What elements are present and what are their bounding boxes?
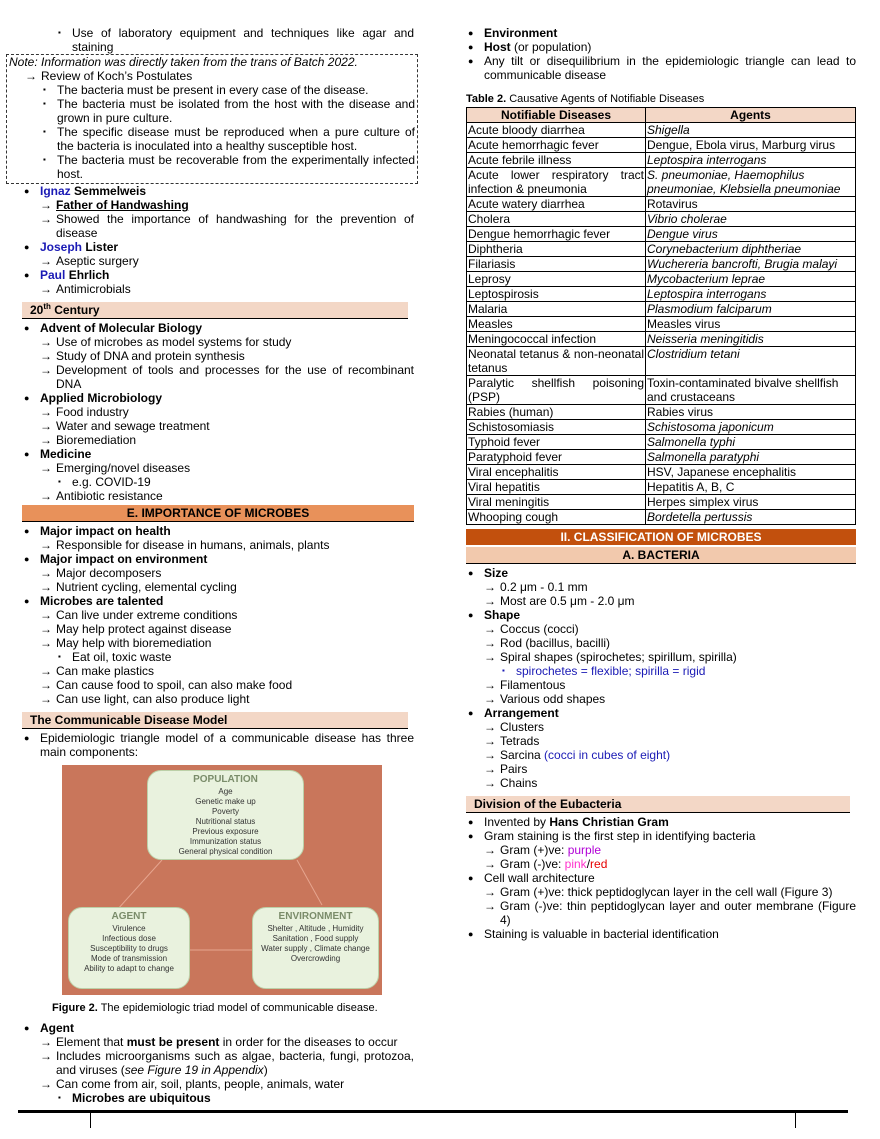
table-row — [467, 405, 856, 420]
disease-cell: Meningococcal infection — [467, 332, 646, 347]
agent-cell: Plasmodium falciparum — [646, 302, 856, 317]
list-item: → Showed the importance of handwashing for the prevention of disease — [40, 212, 414, 240]
column-header: Notifiable Diseases — [467, 108, 646, 123]
list-item: → Gram (-)ve: pink/red — [484, 857, 608, 871]
table-row — [467, 197, 856, 212]
disease-cell: Neonatal tetanus & non-neonatal tetanus — [468, 347, 644, 375]
disease-cell: Leptospirosis — [467, 287, 646, 302]
disease-cell: Typhoid fever — [467, 435, 646, 450]
list-item: ● Major impact on environment — [22, 552, 414, 566]
table-row — [467, 332, 856, 347]
table-row — [467, 302, 856, 317]
list-item: ● Cell wall architecture — [466, 871, 856, 885]
list-item: → Filamentous — [484, 678, 566, 692]
list-item: → Nutrient cycling, elemental cycling — [40, 580, 237, 594]
disease-cell: Schistosomiasis — [467, 420, 646, 435]
disease-cell: Acute hemorrhagic fever — [467, 138, 646, 153]
table-row — [467, 123, 856, 138]
section-header: II. CLASSIFICATION OF MICROBES — [466, 529, 856, 545]
agent-cell: Schistosoma japonicum — [646, 420, 856, 435]
section-header: 20th Century — [22, 302, 408, 319]
agent-cell: Clostridium tetani — [646, 347, 856, 376]
list-item: ● Shape — [466, 608, 856, 622]
disease-cell: Cholera — [467, 212, 646, 227]
list-item: ● Arrangement — [466, 706, 856, 720]
list-item: → Gram (+)ve: purple — [484, 843, 602, 857]
footer-divider — [90, 1110, 91, 1128]
list-item: → Water and sewage treatment — [40, 419, 210, 433]
list-item: ● Staining is valuable in bacterial identification — [466, 927, 856, 941]
agent-cell: Rotavirus — [646, 197, 856, 212]
agent-cell: Hepatitis A, B, C — [646, 480, 856, 495]
right-column — [466, 26, 856, 941]
list-item: ● Invented by Hans Christian Gram — [466, 815, 856, 829]
table-row — [467, 450, 856, 465]
disease-cell: Viral hepatitis — [467, 480, 646, 495]
list-item: → Tetrads — [484, 734, 540, 748]
agent-cell: S. pneumoniae, Haemophilus pneumoniae, Klebsiella pneumoniae — [646, 168, 856, 197]
column-header: Agents — [646, 108, 856, 123]
list-item: → Can cause food to spoil, can also make food — [40, 678, 293, 692]
section-header: A. BACTERIA — [466, 547, 856, 564]
list-item: → Can live under extreme conditions — [40, 608, 238, 622]
list-item: ● Gram staining is the first step in identifying bacteria — [466, 829, 856, 843]
table-row — [467, 138, 856, 153]
list-item: → Can make plastics — [40, 664, 155, 678]
list-item: → Rod (bacillus, bacilli) — [484, 636, 611, 650]
disease-cell: Viral meningitis — [467, 495, 646, 510]
table-row — [467, 480, 856, 495]
disease-cell: Leprosy — [467, 272, 646, 287]
table-row — [467, 257, 856, 272]
list-item: → Development of tools and processes for the use of recombinant DNA — [40, 363, 414, 391]
agent-cell: Rabies virus — [646, 405, 856, 420]
list-item: ● Major impact on health — [22, 524, 414, 538]
list-item: → Antibiotic resistance — [40, 489, 163, 503]
list-item: → May help protect against disease — [40, 622, 232, 636]
table-row — [467, 153, 856, 168]
table-row — [467, 420, 856, 435]
agent-cell: Shigella — [646, 123, 856, 138]
disease-cell: Paralytic shellfish poisoning (PSP) — [468, 376, 644, 404]
agent-cell: Herpes simplex virus — [646, 495, 856, 510]
population-box: POPULATION Age Genetic make up Poverty Nutritional status Previous exposure Immunization status General physical condition — [147, 770, 304, 860]
list-item: ● Host (or population) — [466, 40, 856, 54]
list-item: → Gram (+)ve: thick peptidoglycan layer in the cell wall (Figure 3) — [484, 885, 833, 899]
disease-cell: Malaria — [467, 302, 646, 317]
list-item: → Most are 0.5 μm - 2.0 μm — [484, 594, 635, 608]
footer-divider — [795, 1110, 796, 1128]
figure-caption: Figure 2. The epidemiologic triad model of communicable disease. — [52, 1002, 378, 1014]
agent-cell: Measles virus — [646, 317, 856, 332]
disease-cell: Paratyphoid fever — [467, 450, 646, 465]
list-item: → Use of microbes as model systems for study — [40, 335, 292, 349]
list-item: → Can come from air, soil, plants, people, animals, water — [40, 1077, 345, 1091]
environment-box: ENVIRONMENT Shelter , Altitude , Humidity Sanitation , Food supply Water supply , Climate change Overcrowding — [252, 907, 379, 989]
list-item: → Aseptic surgery — [40, 254, 139, 268]
list-item: ● Joseph Lister — [22, 240, 414, 254]
list-item: ▪ The specific disease must be reproduced when a pure culture of the bacteria is inoculated into a healthy susceptible host. — [43, 125, 415, 153]
list-item: → Food industry — [40, 405, 129, 419]
table-row — [467, 510, 856, 525]
epidemiologic-triad-figure — [62, 765, 382, 995]
list-item: → Can use light, can also produce light — [40, 692, 250, 706]
list-item: → Major decomposers — [40, 566, 162, 580]
table-row — [467, 317, 856, 332]
list-item: ● Medicine — [22, 447, 414, 461]
list-item: ● Any tilt or disequilibrium in the epidemiologic triangle can lead to communicable disease — [466, 54, 856, 82]
agent-cell: Leptospira interrogans — [646, 153, 856, 168]
list-item: ● Advent of Molecular Biology — [22, 321, 414, 335]
table-row — [467, 465, 856, 480]
table-row — [467, 212, 856, 227]
list-item: ▪ Microbes are ubiquitous — [58, 1091, 211, 1105]
agent-cell: HSV, Japanese encephalitis — [646, 465, 856, 480]
list-item: ● Epidemiologic triangle model of a communicable disease has three main components: — [22, 731, 414, 759]
list-item: → Responsible for disease in humans, animals, plants — [40, 538, 330, 552]
disease-cell: Acute febrile illness — [467, 153, 646, 168]
list-item: → Includes microorganisms such as algae, bacteria, fungi, protozoa, and viruses (see Figure 19 in Appendix) — [40, 1049, 414, 1077]
list-item: ▪ Use of laboratory equipment and techniques like agar and staining — [58, 26, 414, 54]
disease-cell: Whooping cough — [467, 510, 646, 525]
section-header: Division of the Eubacteria — [466, 796, 850, 813]
agent-cell: Salmonella typhi — [646, 435, 856, 450]
disease-cell: Filariasis — [467, 257, 646, 272]
agent-cell: Dengue virus — [646, 227, 856, 242]
list-item: ● Environment — [466, 26, 856, 40]
table-row — [467, 168, 856, 197]
agent-cell: Vibrio cholerae — [646, 212, 856, 227]
list-item: ● Agent — [22, 1021, 414, 1035]
disease-cell: Acute watery diarrhea — [467, 197, 646, 212]
note-title: Note: Information was directly taken from the trans of Batch 2022. — [9, 55, 358, 69]
list-item: ▪ The bacteria must be present in every case of the disease. — [43, 83, 369, 97]
list-item: → Gram (-)ve: thin peptidoglycan layer and outer membrane (Figure 4) — [484, 899, 856, 927]
list-item: → Emerging/novel diseases — [40, 461, 191, 475]
disease-cell: Dengue hemorrhagic fever — [467, 227, 646, 242]
table-row — [467, 495, 856, 510]
agent-cell: Toxin-contaminated bivalve shellfish and crustaceans — [646, 376, 856, 405]
table-row — [467, 227, 856, 242]
note-box — [6, 54, 418, 184]
list-item: → Chains — [484, 776, 538, 790]
table-row — [467, 347, 856, 376]
disease-cell: Viral encephalitis — [467, 465, 646, 480]
list-item: → Spiral shapes (spirochetes; spirillum, spirilla) — [484, 650, 737, 664]
notifiable-diseases-table — [466, 107, 856, 525]
disease-cell: Acute bloody diarrhea — [467, 123, 646, 138]
list-item: ▪ The bacteria must be isolated from the host with the disease and grown in pure culture. — [43, 97, 415, 125]
list-item: → 0.2 μm - 0.1 mm — [484, 580, 588, 594]
table-row — [467, 272, 856, 287]
agent-cell: Bordetella pertussis — [646, 510, 856, 525]
disease-cell: Measles — [467, 317, 646, 332]
list-item: → Pairs — [484, 762, 528, 776]
list-item: → Study of DNA and protein synthesis — [40, 349, 245, 363]
list-item: → Element that must be present in order for the diseases to occur — [40, 1035, 398, 1049]
table-row — [467, 435, 856, 450]
list-item: → Review of Koch’s Postulates — [25, 69, 193, 83]
list-item: ● Size — [466, 566, 856, 580]
disease-cell: Acute lower respiratory tract infection & pneumonia — [468, 168, 644, 196]
list-item: ● Microbes are talented — [22, 594, 414, 608]
list-item: → Bioremediation — [40, 433, 137, 447]
table-row — [467, 242, 856, 257]
agent-cell: Salmonella paratyphi — [646, 450, 856, 465]
agent-cell: Neisseria meningitidis — [646, 332, 856, 347]
agent-cell: Dengue, Ebola virus, Marburg virus — [646, 138, 856, 153]
left-column — [9, 26, 415, 1105]
list-item: → May help with bioremediation — [40, 636, 212, 650]
list-item: → Antimicrobials — [40, 282, 131, 296]
list-item: → Coccus (cocci) — [484, 622, 579, 636]
agent-cell: Leptospira interrogans — [646, 287, 856, 302]
list-item: ▪ The bacteria must be recoverable from the experimentally infected host. — [43, 153, 415, 181]
section-header: E. IMPORTANCE OF MICROBES — [22, 505, 414, 522]
table-header-row — [467, 108, 856, 123]
list-item: ▪ spirochetes = flexible; spirilla = rigid — [502, 664, 706, 678]
disease-cell: Rabies (human) — [467, 405, 646, 420]
agent-cell: Mycobacterium leprae — [646, 272, 856, 287]
agent-cell: Corynebacterium diphtheriae — [646, 242, 856, 257]
disease-cell: Diphtheria — [467, 242, 646, 257]
list-item: ▪ Eat oil, toxic waste — [58, 650, 172, 664]
list-item: ▪ e.g. COVID-19 — [58, 475, 151, 489]
list-item: → Various odd shapes — [484, 692, 606, 706]
agent-box: AGENT Virulence Infectious dose Susceptibility to drugs Mode of transmission Ability to adapt to change — [68, 907, 190, 989]
list-item: → Sarcina (cocci in cubes of eight) — [484, 748, 671, 762]
agent-cell: Wuchereria bancrofti, Brugia malayi — [646, 257, 856, 272]
table-row — [467, 287, 856, 302]
list-item: → Clusters — [484, 720, 545, 734]
table-caption: Table 2. Causative Agents of Notifiable Diseases — [466, 93, 705, 105]
section-header: The Communicable Disease Model — [22, 712, 408, 729]
list-item: ● Applied Microbiology — [22, 391, 414, 405]
list-item: → Father of Handwashing — [40, 198, 189, 212]
table-row — [467, 376, 856, 405]
list-item: ● Ignaz Semmelweis — [22, 184, 414, 198]
list-item: ● Paul Ehrlich — [22, 268, 414, 282]
footer-rule — [18, 1110, 848, 1113]
